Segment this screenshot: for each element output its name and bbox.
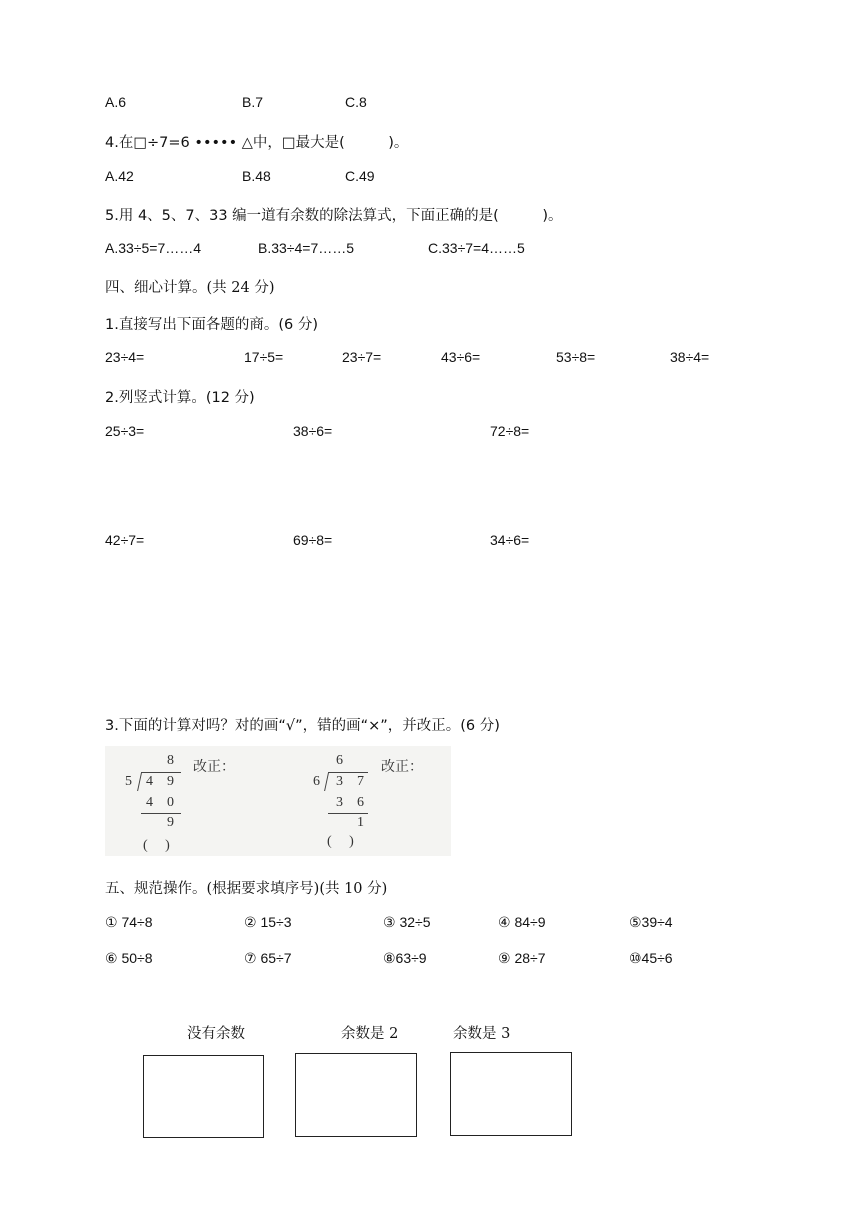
q4-option-c: C.49 [345, 168, 375, 184]
fig2-product-ones: 6 [357, 795, 364, 810]
op-item-1: ① 74÷8 [105, 914, 153, 930]
answer-box-remainder-2[interactable] [295, 1053, 417, 1137]
fig2-answer-paren: ( ) [327, 834, 354, 849]
part-1-title: 1.直接写出下面各题的商。(6 分) [105, 317, 318, 333]
op-item-10: ⑩45÷6 [629, 950, 673, 966]
fig1-remainder: 9 [167, 815, 174, 830]
oral-item-4: 43÷6= [441, 349, 481, 365]
fig1-dividend-tens: 4 [146, 774, 153, 789]
fig1-product-tens: 4 [146, 795, 153, 810]
q5-option-a: A.33÷5=7……4 [105, 240, 202, 256]
fig1-subtraction-line [141, 813, 181, 814]
fig2-vinculum [328, 772, 368, 773]
q4-option-b: B.48 [242, 168, 271, 184]
answer-box-no-remainder[interactable] [143, 1055, 264, 1138]
oral-item-1: 23÷4= [105, 349, 145, 365]
op-item-4: ④ 84÷9 [498, 914, 546, 930]
op-item-8: ⑧63÷9 [383, 950, 427, 966]
fig1-divisor: 5 [125, 774, 132, 789]
part-2-title: 2.列竖式计算。(12 分) [105, 390, 255, 406]
fig2-remainder: 1 [357, 815, 364, 830]
fig1-vinculum [141, 772, 181, 773]
vertical-item-5: 69÷8= [293, 532, 333, 548]
vertical-item-2: 38÷6= [293, 423, 333, 439]
q5-option-b: B.33÷4=7……5 [258, 240, 355, 256]
fig2-quotient: 6 [336, 753, 343, 768]
question-4: 4.在□÷7=6 ••••• △中，□最大是( )。 [105, 135, 409, 151]
op-item-3: ③ 32÷5 [383, 914, 431, 930]
fig1-correction-label: 改正： [193, 760, 235, 775]
q5-option-c: C.33÷7=4……5 [428, 240, 525, 256]
box-label-remainder-3: 余数是 3 [453, 1026, 511, 1042]
fig1-dividend-ones: 9 [167, 774, 174, 789]
answer-box-remainder-3[interactable] [450, 1052, 572, 1136]
op-item-5: ⑤39÷4 [629, 914, 673, 930]
box-label-remainder-2: 余数是 2 [341, 1026, 399, 1042]
fig2-dividend-tens: 3 [336, 774, 343, 789]
q4-option-a: A.42 [105, 168, 134, 184]
oral-item-2: 17÷5= [244, 349, 284, 365]
op-item-6: ⑥ 50÷8 [105, 950, 153, 966]
oral-item-5: 53÷8= [556, 349, 596, 365]
part-3-title: 3.下面的计算对吗？对的画“√”，错的画“×”，并改正。(6 分) [105, 718, 500, 734]
q3-option-a: A.6 [105, 94, 127, 110]
op-item-2: ② 15÷3 [244, 914, 292, 930]
fig1-answer-paren: ( ) [143, 838, 170, 853]
op-item-9: ⑨ 28÷7 [498, 950, 546, 966]
box-label-no-remainder: 没有余数 [187, 1026, 245, 1042]
vertical-item-4: 42÷7= [105, 532, 145, 548]
q3-option-b: B.7 [242, 94, 264, 110]
fig2-divisor: 6 [313, 774, 320, 789]
fig2-bracket [324, 773, 329, 791]
fig2-correction-label: 改正： [381, 760, 423, 775]
question-5: 5.用 4、5、7、33 编一道有余数的除法算式，下面正确的是( )。 [105, 208, 563, 224]
fig2-subtraction-line [328, 813, 368, 814]
fig1-bracket [137, 773, 142, 791]
q3-option-c: C.8 [345, 94, 367, 110]
fig1-product-ones: 0 [167, 795, 174, 810]
section-5-title: 五、规范操作。(根据要求填序号)(共 10 分) [105, 881, 388, 897]
fig1-quotient: 8 [167, 753, 174, 768]
vertical-item-6: 34÷6= [490, 532, 530, 548]
op-item-7: ⑦ 65÷7 [244, 950, 292, 966]
oral-item-6: 38÷4= [670, 349, 710, 365]
fig2-product-tens: 3 [336, 795, 343, 810]
oral-item-3: 23÷7= [342, 349, 382, 365]
section-4-title: 四、细心计算。(共 24 分) [105, 280, 275, 296]
division-check-figure [105, 746, 451, 856]
vertical-item-1: 25÷3= [105, 423, 145, 439]
vertical-item-3: 72÷8= [490, 423, 530, 439]
fig2-dividend-ones: 7 [357, 774, 364, 789]
